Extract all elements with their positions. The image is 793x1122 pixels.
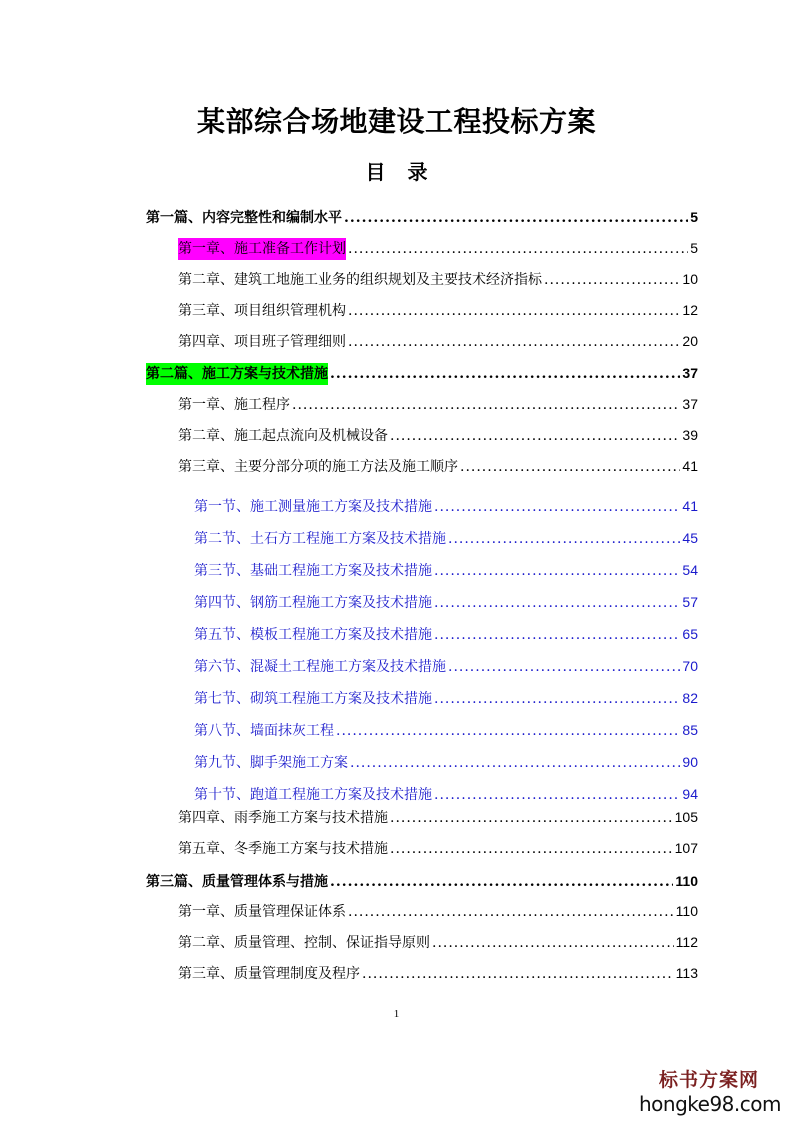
toc-entry-label: 第二章、建筑工地施工业务的组织规划及主要技术经济指标	[178, 272, 542, 288]
toc-entry-label: 第二篇、施工方案与技术措施	[146, 363, 328, 385]
toc-entry-page: 57	[682, 594, 698, 610]
toc-entry-chapter[interactable]	[178, 962, 698, 984]
toc-entry-chapter[interactable]	[178, 268, 698, 290]
toc-entry-page: 10	[682, 271, 698, 287]
toc-entry-label: 第三章、项目组织管理机构	[178, 303, 346, 319]
toc-entry-page: 105	[674, 809, 698, 825]
toc-entry-page: 110	[675, 873, 698, 889]
toc-entry-chapter[interactable]	[178, 393, 698, 415]
toc-entry-page: 54	[682, 562, 698, 578]
watermark-url: hongke98.com	[639, 1092, 781, 1116]
toc-entry-page: 39	[682, 427, 698, 443]
toc-entry-chapter[interactable]	[178, 806, 698, 828]
toc-leader-dots	[434, 688, 680, 710]
toc-entry-label: 第八节、墙面抹灰工程	[194, 723, 334, 739]
toc-entry-label: 第四章、项目班子管理细则	[178, 334, 346, 350]
toc-entry-section[interactable]	[194, 751, 698, 773]
toc-leader-dots	[434, 592, 680, 614]
toc-entry-label: 第二章、质量管理、控制、保证指导原则	[178, 935, 430, 951]
toc-leader-dots	[434, 496, 680, 518]
toc-entry-page: 5	[690, 240, 698, 256]
toc-entry-label: 第一章、施工准备工作计划	[178, 238, 346, 260]
toc-entry-label: 第二节、土石方工程施工方案及技术措施	[194, 531, 446, 547]
toc-entry-part[interactable]	[146, 870, 698, 892]
toc-entry-label: 第五节、模板工程施工方案及技术措施	[194, 627, 432, 643]
watermark	[639, 1068, 779, 1116]
toc-entry-label: 第一章、质量管理保证体系	[178, 904, 346, 920]
toc-leader-dots	[344, 207, 688, 229]
toc-entry-label: 第九节、脚手架施工方案	[194, 755, 348, 771]
toc-entry-section[interactable]	[194, 559, 698, 581]
toc-leader-dots	[448, 656, 680, 678]
toc-leader-dots	[330, 363, 680, 385]
toc-entry-page: 113	[675, 965, 698, 981]
toc-entry-label: 第二章、施工起点流向及机械设备	[178, 428, 388, 444]
toc-entry-section[interactable]	[194, 623, 698, 645]
toc-entry-page: 70	[682, 658, 698, 674]
toc-entry-section[interactable]	[194, 527, 698, 549]
toc-entry-page: 37	[682, 365, 698, 381]
toc-entry-section[interactable]	[194, 655, 698, 677]
toc-entry-chapter[interactable]	[178, 837, 698, 859]
toc-entry-page: 12	[682, 302, 698, 318]
toc-entry-page: 110	[675, 903, 698, 919]
toc-entry-page: 90	[682, 754, 698, 770]
toc-entry-label: 第一篇、内容完整性和编制水平	[146, 210, 342, 226]
toc-leader-dots	[434, 624, 680, 646]
toc-leader-dots	[336, 720, 680, 742]
toc-leader-dots	[390, 838, 673, 860]
toc-entry-section[interactable]	[194, 719, 698, 741]
toc-entry-page: 107	[674, 840, 698, 856]
toc-entry-page: 41	[682, 458, 698, 474]
toc-entry-page: 41	[682, 498, 698, 514]
toc-entry-label: 第五章、冬季施工方案与技术措施	[178, 841, 388, 857]
toc-entry-page: 45	[682, 530, 698, 546]
toc-entry-part[interactable]	[146, 206, 698, 228]
toc-entry-label: 第一章、施工程序	[178, 397, 290, 413]
toc-entry-section[interactable]	[194, 687, 698, 709]
toc-leader-dots	[350, 752, 680, 774]
toc-entry-label: 第三章、主要分部分项的施工方法及施工顺序	[178, 459, 458, 475]
toc-entry-section[interactable]	[194, 783, 698, 805]
toc-entry-page: 37	[682, 396, 698, 412]
toc-leader-dots	[330, 871, 673, 893]
toc-entry-label: 第三篇、质量管理体系与措施	[146, 874, 328, 890]
toc-entry-label: 第三章、质量管理制度及程序	[178, 966, 360, 982]
toc-leader-dots	[390, 425, 680, 447]
toc-entry-chapter[interactable]	[178, 900, 698, 922]
toc-leader-dots	[434, 784, 680, 806]
toc-entry-label: 第十节、跑道工程施工方案及技术措施	[194, 787, 432, 803]
toc-leader-dots	[348, 901, 674, 923]
toc-leader-dots	[448, 528, 680, 550]
toc-leader-dots	[432, 932, 674, 954]
toc-entry-page: 85	[682, 722, 698, 738]
toc-leader-dots	[544, 269, 680, 291]
toc-leader-dots	[362, 963, 674, 985]
document-title: 某部综合场地建设工程投标方案	[196, 105, 596, 138]
toc-heading-char-2: 录	[407, 160, 428, 184]
toc-entry-page: 20	[682, 333, 698, 349]
toc-entry-chapter[interactable]	[178, 931, 698, 953]
toc-leader-dots	[434, 560, 680, 582]
toc-entry-label: 第六节、混凝土工程施工方案及技术措施	[194, 659, 446, 675]
watermark-brand: 标书方案网	[658, 1069, 759, 1091]
toc-leader-dots	[460, 456, 680, 478]
toc-entry-chapter[interactable]	[178, 455, 698, 477]
toc-leader-dots	[348, 331, 680, 353]
toc-leader-dots	[390, 807, 673, 829]
toc-entry-page: 5	[690, 209, 698, 225]
toc-entry-label: 第四章、雨季施工方案与技术措施	[178, 810, 388, 826]
toc-entry-part[interactable]	[146, 362, 698, 384]
toc-entry-label: 第四节、钢筋工程施工方案及技术措施	[194, 595, 432, 611]
toc-entry-section[interactable]	[194, 495, 698, 517]
toc-heading-char-1: 目	[365, 160, 386, 184]
toc-entry-page: 82	[682, 690, 698, 706]
toc-entry-chapter[interactable]	[178, 237, 698, 259]
page-number: 1	[393, 1008, 400, 1020]
toc-leader-dots	[292, 394, 680, 416]
toc-entry-label: 第七节、砌筑工程施工方案及技术措施	[194, 691, 432, 707]
toc-leader-dots	[348, 238, 688, 260]
toc-entry-chapter[interactable]	[178, 330, 698, 352]
toc-entry-chapter[interactable]	[178, 299, 698, 321]
toc-leader-dots	[348, 300, 680, 322]
toc-entry-page: 94	[682, 786, 698, 802]
toc-entry-page: 65	[682, 626, 698, 642]
toc-entry-label: 第一节、施工测量施工方案及技术措施	[194, 499, 432, 515]
toc-entry-chapter[interactable]	[178, 424, 698, 446]
toc-entry-label: 第三节、基础工程施工方案及技术措施	[194, 563, 432, 579]
toc-entry-section[interactable]	[194, 591, 698, 613]
toc-entry-page: 112	[675, 934, 698, 950]
